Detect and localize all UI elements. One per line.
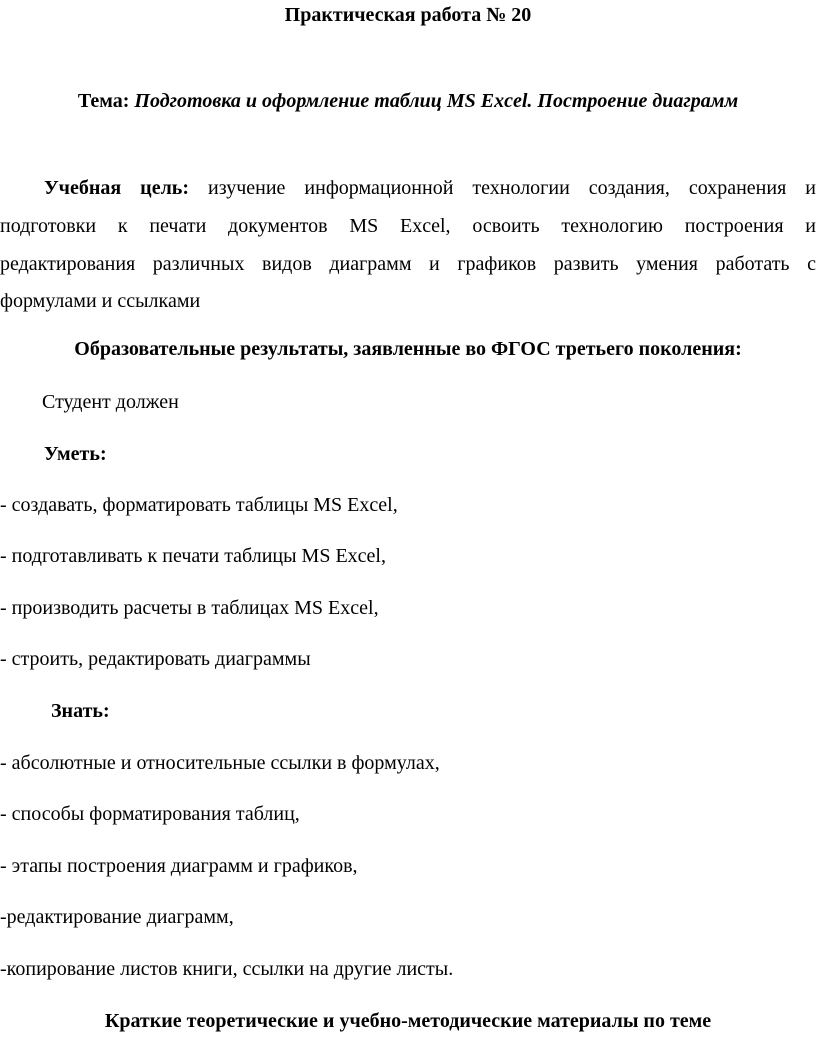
know-heading: Знать: [51, 700, 110, 722]
goal-line-4: формулами и ссылками [0, 290, 201, 312]
can-item: - создавать, форматировать таблицы MS Excel, [0, 494, 398, 516]
goal-line-3: редактирования различных видов диаграмм и графиков развить умения работать с [0, 253, 816, 275]
goal-text-1: изучение информационной технологии создания, сохранения и [208, 177, 816, 199]
know-item: - этапы построения диаграмм и графиков, [0, 855, 358, 877]
can-item: - производить расчеты в таблицах MS Excel, [0, 597, 379, 619]
know-item: -копирование листов книги, ссылки на другие листы. [0, 958, 454, 980]
theory-heading: Краткие теоретические и учебно-методические материалы по теме [104, 1010, 712, 1032]
goal-line-1 [0, 175, 816, 201]
goal-label: Учебная цель: [44, 177, 190, 199]
topic-line [0, 88, 816, 114]
know-item: - способы форматирования таблиц, [0, 803, 300, 825]
topic-text: Подготовка и оформление таблиц MS Excel. Построение диаграмм [134, 90, 739, 112]
page-title: Практическая работа № 20 [284, 4, 532, 26]
student-must: Студент должен [42, 391, 179, 413]
results-heading: Образовательные результаты, заявленные во ФГОС третьего поколения: [74, 338, 742, 360]
goal-line-2: подготовки к печати документов MS Excel, освоить технологию построения и [0, 215, 816, 237]
know-item: - абсолютные и относительные ссылки в формулах, [0, 752, 440, 774]
can-item: - подготавливать к печати таблицы MS Excel, [0, 545, 386, 567]
topic-label: Тема: [77, 90, 130, 112]
can-heading: Уметь: [44, 443, 107, 465]
know-item: -редактирование диаграмм, [0, 906, 234, 928]
can-item: - строить, редактировать диаграммы [0, 648, 311, 670]
